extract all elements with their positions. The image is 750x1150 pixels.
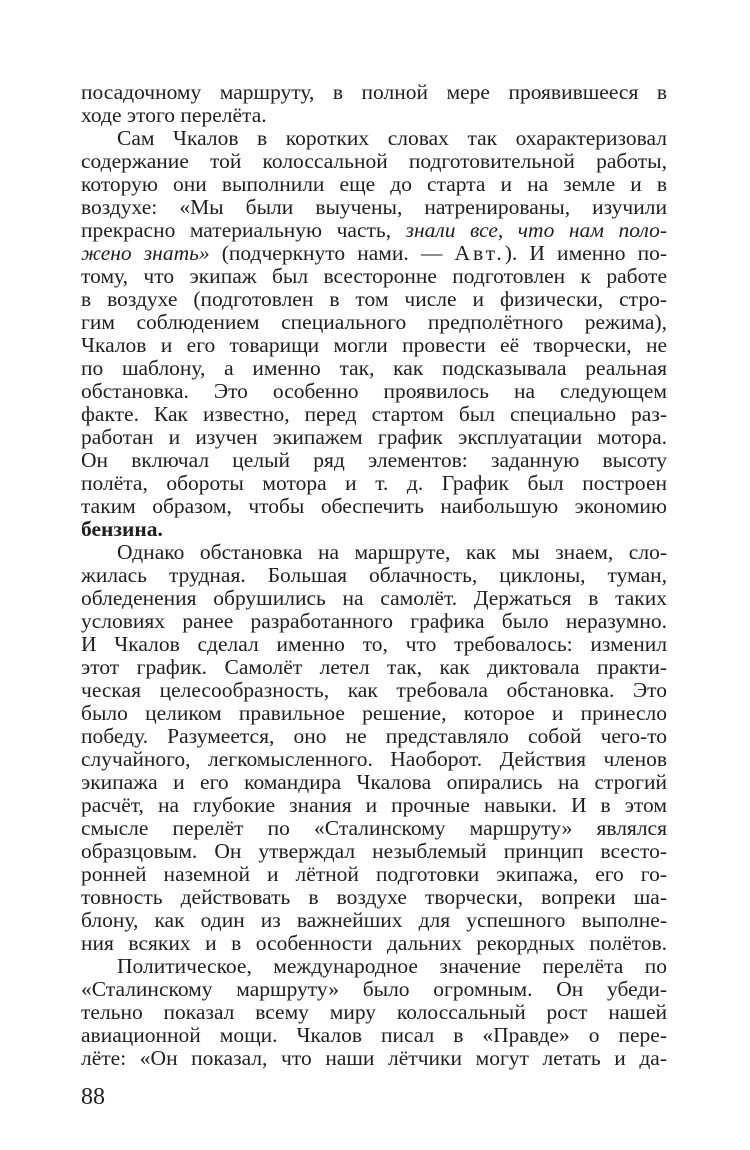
text-line: товность действовать в воздухе творчески, вопреки ша- — [81, 885, 667, 909]
text-line: И Чкалов сделал именно то, что требовалось: изменил — [81, 632, 667, 656]
text-line: экипажа и его командира Чкалова опирались на строгий — [81, 770, 667, 794]
text-line: обледенения обрушились на самолёт. Держаться в таких — [81, 586, 667, 610]
text-line: по шаблону, а именно так, как подсказывала реальная — [81, 356, 667, 380]
text-run: ). И именно по- — [504, 241, 667, 265]
text-line: жилась трудная. Большая облачность, циклоны, туман, — [81, 563, 667, 587]
author-abbreviation: Авт. — [454, 241, 505, 265]
emphasized-text: жено знать» — [81, 241, 210, 265]
text-run: прекрасно материальную часть, — [81, 218, 392, 242]
text-line: ронней наземной и лётной подготовки экипажа, его го- — [81, 862, 667, 886]
text-line: образцовым. Он утверждал незыблемый принцип всесто- — [81, 839, 667, 863]
text-line: авиационной мощи. Чкалов писал в «Правде» о пере- — [81, 1023, 667, 1047]
paragraph-first-line: Сам Чкалов в коротких словах так охарактеризовал — [117, 126, 667, 150]
text-line: расчёт, на глубокие знания и прочные навыки. И в этом — [81, 793, 667, 817]
text-line: Он включал целый ряд элементов: заданную высоту — [81, 448, 667, 472]
text-line: этот график. Самолёт летел так, как диктовала практи- — [81, 655, 667, 679]
emphasized-text: знали все, что нам поло- — [405, 218, 667, 242]
text-line: случайного, легкомысленного. Наоборот. Действия членов — [81, 747, 667, 771]
text-line: содержание той колоссальной подготовительной работы, — [81, 149, 667, 173]
paragraph-first-line: Однако обстановка на маршруте, как мы знаем, сло- — [117, 540, 667, 564]
text-line: воздухе: «Мы были выучены, натренированы, изучили — [81, 195, 667, 219]
text-line: бензина. — [81, 517, 163, 541]
text-line: тому, что экипаж был всесторонне подготовлен к работе — [81, 264, 667, 288]
paragraph-first-line: Политическое, международное значение перелёта по — [117, 954, 667, 978]
text-line: блону, как один из важнейших для успешного выполне- — [81, 908, 667, 932]
text-line: которую они выполнили еще до старта и на земле и в — [81, 172, 667, 196]
text-line: «Сталинскому маршруту» было огромным. Он убеди- — [81, 977, 667, 1001]
page-number: 88 — [81, 1084, 105, 1110]
text-line: ческая целесообразность, как требовала обстановка. Это — [81, 678, 667, 702]
text-line: было целиком правильное решение, которое и принесло — [81, 701, 667, 725]
text-line: Чкалов и его товарищи могли провести её творчески, не — [81, 333, 667, 357]
text-line: полёта, обороты мотора и т. д. График был построен — [81, 471, 667, 495]
text-line: условиях ранее разработанного графика было неразумно. — [81, 609, 667, 633]
text-line: посадочному маршруту, в полной мере проявившееся в — [81, 80, 667, 104]
text-line: лёте: «Он показал, что наши лётчики могут летать и да- — [81, 1046, 667, 1070]
text-line: смысле перелёт по «Сталинскому маршруту» являлся — [81, 816, 667, 840]
text-line: тельно показал всему миру колоссальный рост нашей — [81, 1000, 667, 1024]
text-line: таким образом, чтобы обеспечить наибольшую экономию — [81, 494, 667, 518]
text-line: в воздухе (подготовлен в том числе и физически, стро- — [81, 287, 667, 311]
text-line: факте. Как известно, перед стартом был специально раз- — [81, 402, 667, 426]
text-line: победу. Разумеется, оно не представляло собой чего-то — [81, 724, 667, 748]
text-line: ния всяких и в особенности дальних рекордных полётов. — [81, 931, 667, 955]
text-line: обстановка. Это особенно проявилось на следующем — [81, 379, 667, 403]
text-run: (подчеркнуто нами. — — [221, 241, 455, 265]
text-line: работан и изучен экипажем график эксплуатации мотора. — [81, 425, 667, 449]
text-line: ходе этого перелёта. — [81, 103, 267, 127]
text-line: гим соблюдением специального предполётного режима), — [81, 310, 667, 334]
